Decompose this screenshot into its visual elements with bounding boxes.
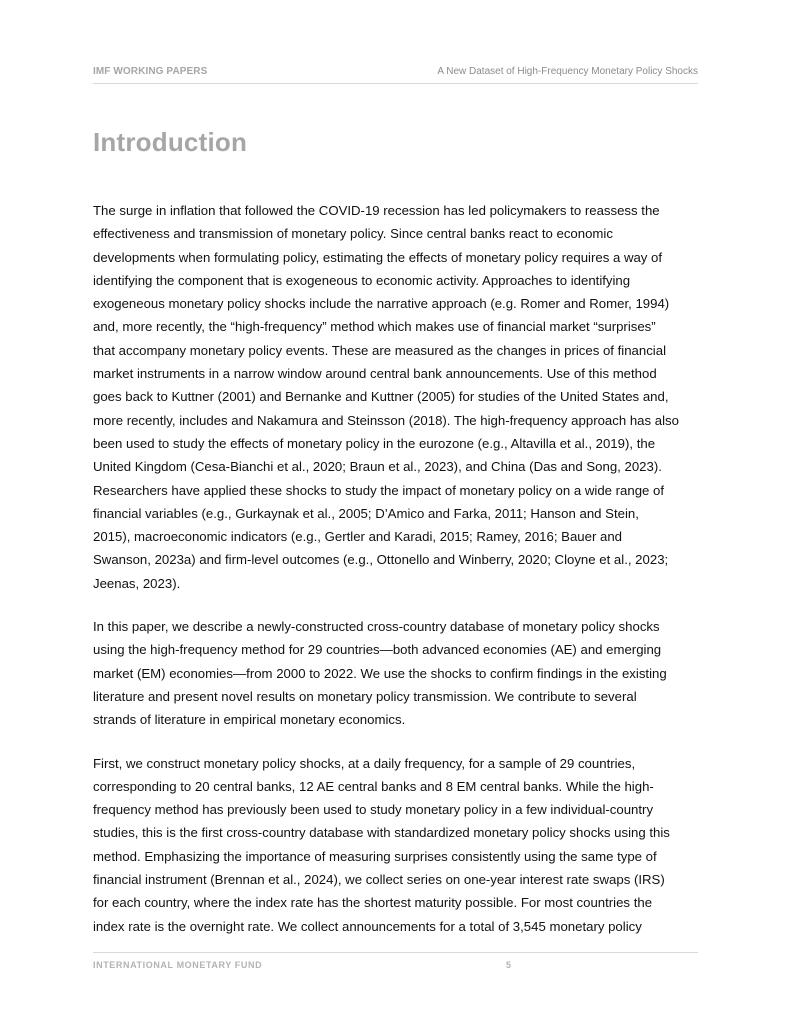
header-divider	[93, 83, 698, 84]
text-line: identifying the component that is exogeneous to economic activity. Approaches to identifying	[93, 272, 631, 288]
text-line: Jeenas, 2023).	[93, 575, 181, 591]
text-line: developments when formulating policy, estimating the effects of monetary policy requires a way of	[93, 249, 663, 265]
text-line: frequency method has previously been used to study monetary policy in a few individual-country	[93, 802, 654, 818]
text-line: market (EM) economies—from 2000 to 2022. We use the shocks to confirm findings in the existing	[93, 665, 667, 681]
footer-organization: INTERNATIONAL MONETARY FUND	[93, 960, 263, 970]
text-line: been used to study the effects of monetary policy in the eurozone (e.g., Altavilla et al., 2019), the	[93, 435, 656, 451]
text-line: The surge in inflation that followed the COVID-19 recession has led policymakers to reassess the	[93, 203, 660, 218]
footer-divider	[93, 952, 698, 953]
text-line: First, we construct monetary policy shocks, at a daily frequency, for a sample of 29 countries,	[93, 755, 636, 771]
body-text	[93, 199, 705, 958]
paragraph-2	[93, 615, 705, 731]
paper-title-header: A New Dataset of High-Frequency Monetary Policy Shocks	[437, 66, 698, 77]
text-line: 2015), macroeconomic indicators (e.g., Gertler and Karadi, 2015; Ramey, 2016; Bauer and	[93, 529, 623, 545]
section-title: Introduction	[93, 127, 248, 157]
text-line: index rate is the overnight rate. We collect announcements for a total of 3,545 monetary policy	[93, 918, 642, 934]
running-header	[93, 66, 698, 83]
text-line: Researchers have applied these shocks to study the impact of monetary policy on a wide range of	[93, 482, 665, 498]
text-line: more recently, includes and Nakamura and Steinsson (2018). The high-frequency approach has also	[93, 412, 679, 428]
text-line: strands of literature in empirical monetary economics.	[93, 712, 406, 728]
text-line: studies, this is the first cross-country database with standardized monetary policy shocks using this	[93, 825, 670, 841]
text-line: for each country, where the index rate has the shortest maturity possible. For most countries the	[93, 895, 653, 911]
text-line: method. Emphasizing the importance of measuring surprises consistently using the same type of	[93, 848, 657, 864]
text-line: United Kingdom (Cesa-Bianchi et al., 2020; Braun et al., 2023), and China (Das and Song, 2023).	[93, 459, 662, 475]
text-line: In this paper, we describe a newly-constructed cross-country database of monetary policy shocks	[93, 619, 660, 635]
text-line: exogeneous monetary policy shocks include the narrative approach (e.g. Romer and Romer, 1994)	[93, 296, 670, 312]
page-number: 5	[506, 960, 512, 970]
text-line: goes back to Kuttner (2001) and Bernanke and Kuttner (2005) for studies of the United States and,	[93, 389, 669, 405]
text-line: effectiveness and transmission of monetary policy. Since central banks react to economic	[93, 226, 613, 242]
paragraph-1	[93, 199, 705, 595]
text-line: Swanson, 2023a) and firm-level outcomes (e.g., Ottonello and Winberry, 2020; Cloyne et al., 2023;	[93, 552, 669, 568]
text-line: financial variables (e.g., Gurkaynak et al., 2005; D’Amico and Farka, 2011; Hanson and Stein,	[93, 505, 639, 521]
text-line: market instruments in a narrow window around central bank announcements. Use of this method	[93, 366, 657, 382]
paragraph-3	[93, 752, 705, 938]
text-line: literature and present novel results on monetary policy transmission. We contribute to several	[93, 688, 637, 704]
text-line: using the high-frequency method for 29 countries—both advanced economies (AE) and emerging	[93, 642, 662, 658]
series-label: IMF WORKING PAPERS	[93, 66, 208, 77]
text-line: corresponding to 20 central banks, 12 AE central banks and 8 EM central banks. While the high-	[93, 778, 654, 794]
text-line: that accompany monetary policy events. These are measured as the changes in prices of financial	[93, 342, 666, 358]
text-line: and, more recently, the “high-frequency” method which makes use of financial market “surprises”	[93, 319, 656, 335]
text-line: financial instrument (Brennan et al., 2024), we collect series on one-year interest rate swaps (IRS)	[93, 872, 665, 888]
